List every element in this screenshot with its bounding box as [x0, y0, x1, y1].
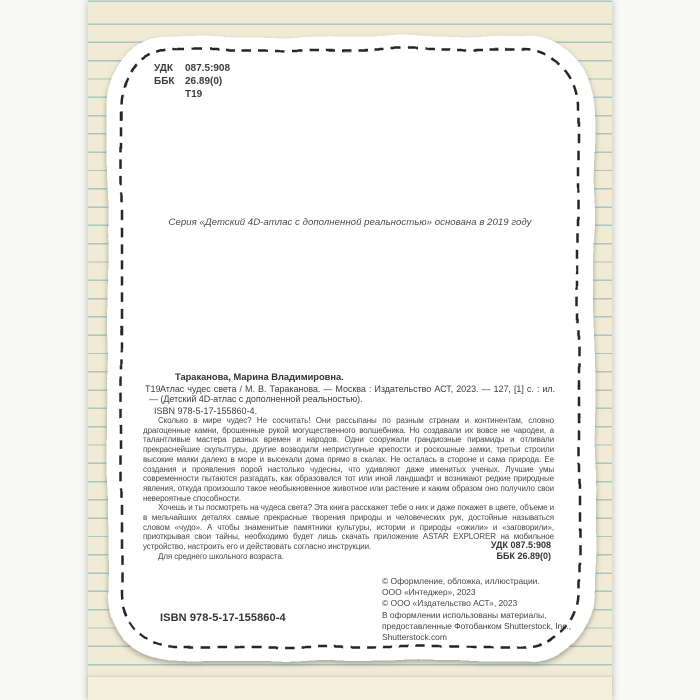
bbk-row — [154, 75, 230, 88]
classification-codes-right — [491, 540, 551, 562]
author-sign-row — [154, 88, 230, 101]
catalog-isbn: ISBN 978-5-17-155860-4. — [154, 405, 258, 416]
udk-row — [154, 62, 230, 75]
classification-codes-top — [154, 62, 230, 101]
audience-note: Для среднего школьного возраста. — [158, 551, 284, 561]
series-note: Серия «Детский 4D-атлас с дополненной реальностью» основана в 2019 году — [168, 217, 532, 228]
annotation-paragraph-2: Хочешь и ты посмотреть на чудеса света? Эта книга расскажет тебе о них и даже покажет в цвете, объеме и в мельчайших деталях самые прекрасные творения природы и человеческих рук, достойные называться словом «чудо». А чтобы знаменитые памятники культуры, истории и природы «ожили» и «заговорили», приоткрывая свои тайны, необходимо будет лишь скачать приложение ASTAR EXPLORER на мобильное устройство, настроить его и действовать согласно инструкции. — [143, 503, 554, 552]
catalog-author-sign: Т19 — [145, 384, 161, 394]
annotation-paragraph-1: Сколько в мире чудес? Не сосчитать! Они рассыпаны по разным странам и континентам, словно драгоценные камни, брошенные рукой могущественного волшебника. Но создавали их вовсе не чародеи, а талантливые мастера разных времен и народов. Одни сооружали грандиозные пирамиды и отливали прекраснейшие скульптуры, другие возводили неприступные крепости и роскошные замки, третьи строили высокие маяки далеко в море и высекали дома прямо в скалах. Не осталась в стороне и сама природа. Ее создания и проявления порой настолько чудесны, что удивляют даже именитых ученых. Лучшие умы современности пытаются разгадать, как образовался тот или иной ландшафт и возникают редкие природные явления, откуда произошло такое необыкновенное животное или растение и каким образом оно получило свои невероятные способности. — [143, 416, 554, 503]
bbk-label: ББК — [154, 76, 175, 87]
author-sign: Т19 — [185, 89, 203, 100]
bbk-value: 26.89(0) — [185, 76, 223, 87]
catalog-author-heading: Тараканова, Марина Владимировна. — [175, 372, 344, 382]
copyright-line: Shutterstock.com — [382, 632, 447, 643]
isbn-footer: ISBN 978-5-17-155860-4 — [160, 612, 286, 624]
copyright-line: ООО «Интеджер», 2023 — [382, 587, 476, 598]
copyright-line: предоставленные Фотобанком Shutterstock, Inc., — [382, 620, 572, 631]
copyright-line: © ООО «Издательство АСТ», 2023 — [382, 598, 518, 609]
udk-label: УДК — [154, 63, 173, 74]
bbk-code-right: ББК 26.89(0) — [496, 551, 551, 562]
catalog-card-body — [145, 384, 555, 416]
copyright-line: © Оформление, обложка, иллюстрации. — [382, 576, 540, 586]
copyright-line: В оформлении использованы материалы, — [382, 609, 547, 620]
udk-value: 087.5:908 — [185, 63, 231, 74]
bibliographic-description: Атлас чудес света / М. В. Тараканова. — Москва : Издательство АСТ, 2023. — 127, [1] с. : ил. — (Детский 4D-атлас с дополненной реальностью). — [149, 384, 555, 405]
catalog-card — [145, 372, 555, 416]
copyright-block — [382, 576, 572, 643]
udk-code-right: УДК 087.5:908 — [490, 540, 551, 550]
